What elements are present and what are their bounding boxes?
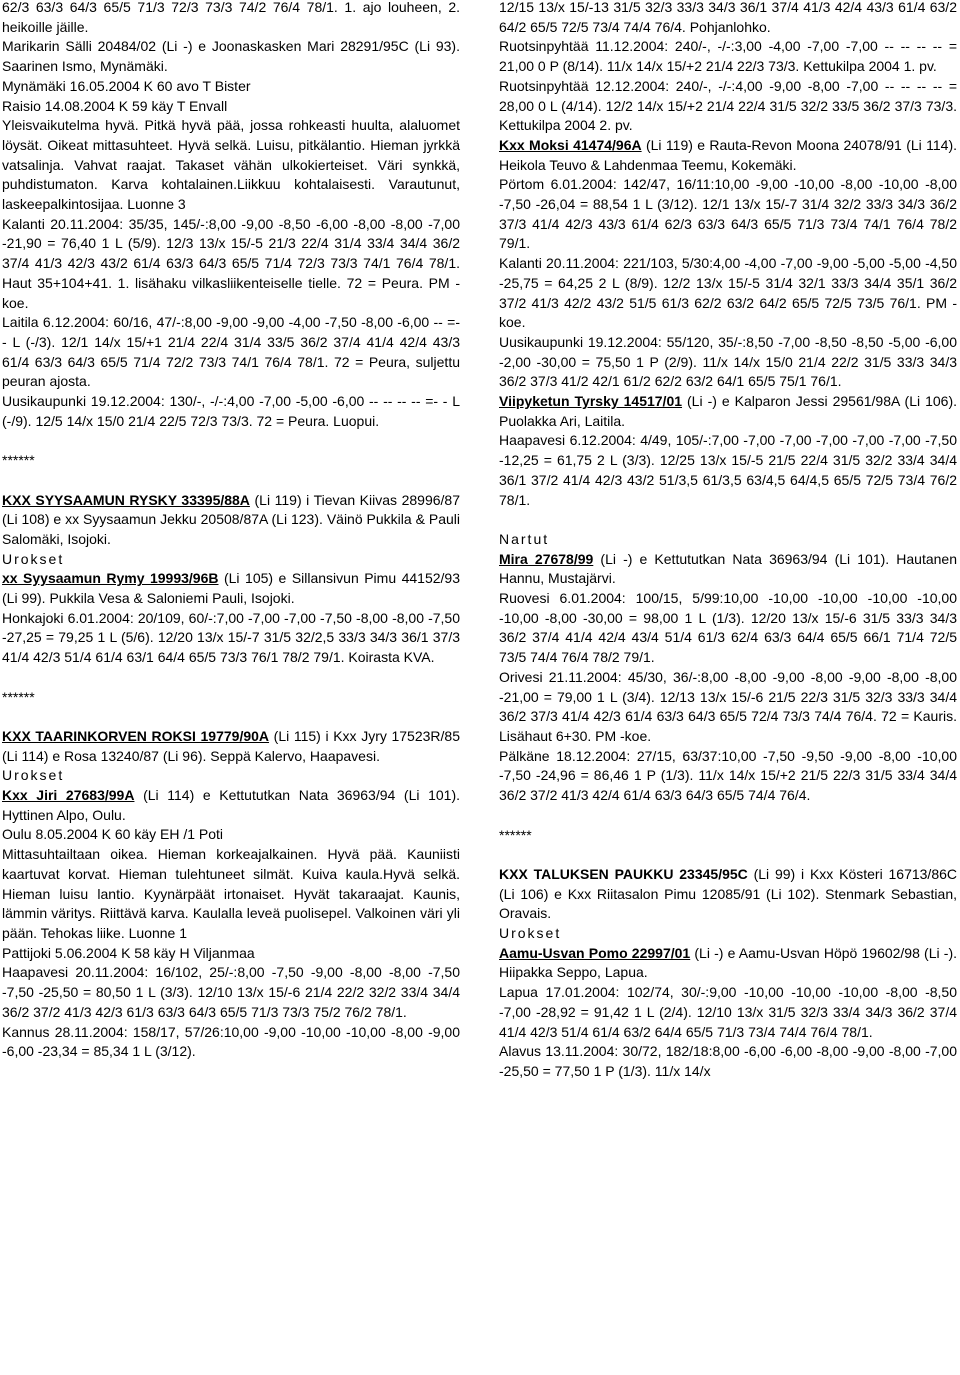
dog-name-registration: KXX TALUKSEN PAUKKU 23345/95C	[499, 865, 748, 882]
text-paragraph: Laitila 6.12.2004: 60/16, 47/-:8,00 -9,00 -9,00 -4,00 -7,50 -8,00 -6,00 -- =- - L (-/3). 12/1 14/x 15/+1 21/4 22/4 31/4 33/5 36/2 37/4 41/4 42/4 43/3 61/4 63/3 64/3 65/5 71/4 72/2 73/3 74/1 76/4 78/1. 72 = Peura, suljettu peuran ajosta.	[2, 314, 460, 390]
text-paragraph: Oulu 8.05.2004 K 60 käy EH /1 Poti	[2, 826, 224, 843]
text-paragraph: Kalanti 20.11.2004: 35/35, 145/-:8,00 -9,00 -8,50 -6,00 -8,00 -8,00 -7,00 -21,90 = 76,40 1 L (5/9). 12/3 13/x 15/-5 21/3 22/4 31/4 33/4 34/4 36/2 37/4 41/3 42/3 43/2 61/4 63/3 64/3 65/5 71/4 72/3 73/3 74/1 76/4 78/1. Haut 35+104+41. 1. lisähaku vilkasliikenteiselle tielle. 72 = Peura. PM - koe.	[2, 215, 460, 311]
paragraph-gap	[2, 707, 460, 727]
paragraph-text: (Li 119) i Tievan Kiivas 28996/87 (Li 108) e xx Syysaamun Jekku 20508/87A (Li 123). Väinö Pukkila & Pauli Salomäki, Isojoki.	[2, 491, 460, 547]
paragraph-text: (Li 105) e Sillansivun Pimu 44152/93 (Li 99). Pukkila Vesa & Saloniemi Pauli, Isojoki.	[2, 570, 460, 607]
paragraph-gap	[2, 668, 460, 688]
text-paragraph	[2, 569, 460, 608]
text-paragraph: Honkajoki 6.01.2004: 20/109, 60/-:7,00 -7,00 -7,00 -7,50 -8,00 -8,00 -7,50 -27,25 = 79,25 1 L (5/6). 12/20 13/x 15/-7 31/5 32/2,5 33/3 34/3 36/1 37/3 41/4 42/3 51/4 61/4 63/1 64/4 65/5 73/3 76/1 78/2 79/1. Koirasta KVA.	[2, 609, 460, 666]
text-paragraph: Raisio 14.08.2004 K 59 käy T Envall	[2, 97, 228, 114]
text-paragraph: Mynämäki 16.05.2004 K 60 avo T Bister	[2, 77, 251, 94]
paragraph-text: (Li -) e Aamu-Usvan Höpö 19602/98 (Li -). Hiipakka Seppo, Lapua.	[499, 944, 957, 981]
dog-name-registration: Viipyketun Tyrsky 14517/01	[499, 393, 683, 410]
text-paragraph	[499, 865, 957, 924]
dog-name-registration: Mira 27678/99	[499, 550, 594, 567]
text-paragraph: ******	[2, 452, 35, 469]
text-paragraph: Ruotsinpyhtää 12.12.2004: 240/-, -/-:4,00 -9,00 -8,00 -7,00 -- -- -- -- = 28,00 0 L (4/14). 12/2 14/x 15/+2 21/4 22/4 31/5 32/2 33/5 36/2 37/3 73/3. Kettukilpa 2004 2. pv.	[499, 77, 957, 134]
text-paragraph: Ruotsinpyhtää 11.12.2004: 240/-, -/-:3,00 -4,00 -7,00 -7,00 -- -- -- -- = 21,00 0 P (8/14). 11/x 14/x 15/+2 21/4 22/3 73/3. Kettukilpa 2004 1. pv.	[499, 38, 957, 75]
paragraph-text: (Li 114) e Kettututkan Nata 36963/94 (Li 101). Hyttinen Alpo, Oulu.	[2, 787, 460, 823]
paragraph-text: (Li -) e Kalparon Jessi 29561/98A (Li 106). Puolakka Ari, Laitila.	[499, 393, 957, 429]
paragraph-text: (Li -) e Joonaskasken Mari 28291/95C (Li 93). Saarinen Ismo, Mynämäki.	[2, 38, 460, 75]
text-paragraph: Haapavesi 6.12.2004: 4/49, 105/-:7,00 -7,00 -7,00 -7,00 -7,00 -7,00 -7,50 -12,25 = 61,75 2 L (3/3). 12/25 13/x 15/-5 21/5 22/4 31/5 32/2 33/4 34/4 36/1 37/2 41/4 42/3 43/2 51/3,5 61/3,5 63/4,5 64/4,5 65/5 72/5 73/4 76/2 78/1.	[499, 432, 957, 508]
paragraph-text: Marikarin Sälli 20484/02	[2, 38, 157, 55]
paragraph-text: (Li 115) i Kxx Jyry 17523R/85 (Li 114) e Rosa 13240/87 (Li 96). Seppä Kalervo, Haapavesi.	[2, 727, 460, 764]
paragraph-text: (Li 119) e Rauta-Revon Moona 24078/91 (Li 114). Heikola Teuvo & Lahdenmaa Teemu, Kokemäki.	[499, 136, 958, 173]
paragraph-text: (Li -) e Kettututkan Nata 36963/94 (Li 101). Hautanen Hannu, Mustajärvi.	[499, 550, 957, 587]
text-paragraph: ******	[499, 826, 532, 843]
text-paragraph	[2, 786, 460, 825]
paragraph-text: (Li 99) i Kxx Kösteri 16713/86C (Li 106) e Kxx Riitasalon Pimu 12085/91 (Li 102). Stenmark Sebastian, Oravais.	[499, 865, 957, 922]
text-paragraph: ******	[2, 688, 35, 705]
section-heading: Urokset	[2, 767, 65, 784]
section-heading: Nartut	[499, 530, 550, 547]
section-heading: Urokset	[499, 925, 562, 941]
text-paragraph: Kannus 28.11.2004: 158/17, 57/26:10,00 -9,00 -10,00 -10,00 -8,00 -9,00 -6,00 -23,34 = 85,34 1 L (3/12).	[2, 1023, 460, 1060]
text-paragraph: Kalanti 20.11.2004: 221/103, 5/30:4,00 -4,00 -7,00 -9,00 -5,00 -5,00 -4,50 -25,75 = 64,25 2 L (8/9). 12/2 13/x 15/-5 31/4 32/1 33/3 34/4 35/1 36/2 37/2 41/3 42/2 43/2 51/5 61/3 62/2 63/2 64/2 65/5 72/5 73/5 76/1. PM - koe.	[499, 255, 957, 331]
dog-name-registration: Kxx Jiri 27683/99A	[2, 787, 135, 804]
left-column	[2, 0, 460, 1062]
text-paragraph: Uusikaupunki 19.12.2004: 55/120, 35/-:8,50 -7,00 -8,50 -8,50 -5,00 -6,00 -2,00 -30,00 = 75,50 1 P (2/9). 11/x 14/x 15/0 21/4 22/2 31/5 33/3 34/3 36/2 37/3 41/2 42/1 61/2 62/2 63/2 64/1 65/5 75/1 76/1.	[499, 333, 957, 390]
text-paragraph	[499, 944, 957, 983]
paragraph-gap	[499, 845, 957, 865]
right-column	[499, 0, 957, 1082]
text-paragraph: Orivesi 21.11.2004: 45/30, 36/-:8,00 -8,00 -9,00 -8,00 -9,00 -8,00 -8,00 -21,00 = 79,00 1 L (3/4). 12/13 13/x 15/-6 21/5 22/3 31/5 32/3 33/3 34/4 36/2 37/3 41/4 42/3 61/4 63/3 64/3 65/5 72/4 73/3 74/4 76/4. 72 = Kauris. Lisähaut 6+30. PM -koe.	[499, 668, 957, 744]
dog-name-registration: KXX TAARINKORVEN ROKSI 19779/90A	[2, 727, 270, 744]
text-paragraph: Haapavesi 20.11.2004: 16/102, 25/-:8,00 -7,50 -9,00 -8,00 -8,00 -7,50 -7,50 -25,50 = 80,50 1 L (3/3). 12/10 13/x 15/-6 21/4 22/2 32/2 33/4 34/4 36/2 37/2 41/3 42/3 61/3 63/3 64/3 65/5 71/3 73/3 75/2 76/2 78/1.	[2, 964, 460, 1020]
paragraph-gap	[499, 510, 957, 530]
text-paragraph: Pattijoki 5.06.2004 K 58 käy H Viljanmaa	[2, 944, 255, 961]
dog-name-registration: Kxx Moksi 41474/96A	[499, 136, 642, 153]
section-heading: Urokset	[2, 550, 65, 567]
text-paragraph	[499, 392, 957, 431]
text-paragraph	[2, 491, 460, 550]
text-paragraph: 62/3 63/3 64/3 65/5 71/3 72/3 73/3 74/2 76/4 78/1. 1. ajo louheen, 2. heikoille jäille.	[2, 0, 460, 35]
text-paragraph: Uusikaupunki 19.12.2004: 130/-, -/-:4,00 -7,00 -5,00 -6,00 -- -- -- -- =- - L (-/9). 12/5 14/x 15/0 21/4 22/5 72/3 73/3. 72 = Peura. Luopui.	[2, 393, 460, 429]
text-paragraph: Pälkäne 18.12.2004: 27/15, 63/37:10,00 -7,50 -9,50 -9,00 -8,00 -10,00 -7,50 -24,96 = 86,46 1 P (1/3). 11/x 14/x 15/+2 21/5 22/3 31/5 33/4 34/4 36/2 37/2 41/3 42/4 61/4 63/3 64/3 65/5 74/4 76/4.	[499, 747, 957, 804]
text-paragraph: Yleisvaikutelma hyvä. Pitkä hyvä pää, jossa rohkeasti huulta, alaluomet löysät. Oikeat mittasuhteet. Hyvä selkä. Luisu, pitkälantio. Hieman jyrkkä vatsalinja. Vahvat raajat. Takaset vähän ulkokierteiset. Väri synkkä, puhdistumaton. Karva kohtalainen.Liikkuu kohtalaisesti. Varautunut, laskeepalkintosijaa. Luonne 3	[2, 117, 460, 213]
text-paragraph: Ruovesi 6.01.2004: 100/15, 5/99:10,00 -10,00 -10,00 -10,00 -10,00 -10,00 -8,00 -30,00 = 98,00 1 L (1/3). 12/20 13/x 15/-6 31/5 33/3 34/3 36/2 37/4 41/4 42/4 43/4 51/4 61/3 62/4 63/3 64/4 65/5 66/1 71/4 72/5 73/5 74/4 76/4 78/2 79/1.	[499, 590, 957, 666]
text-paragraph: Alavus 13.11.2004: 30/72, 182/18:8,00 -6,00 -6,00 -8,00 -9,00 -8,00 -7,00 -25,50 = 77,50 1 P (1/3). 11/x 14/x	[499, 1043, 957, 1079]
text-paragraph	[2, 727, 460, 766]
text-paragraph	[499, 136, 957, 175]
paragraph-gap	[2, 431, 460, 451]
text-paragraph	[2, 37, 460, 76]
paragraph-gap	[499, 806, 957, 826]
text-paragraph	[499, 550, 957, 589]
paragraph-gap	[2, 471, 460, 491]
text-paragraph: Pörtom 6.01.2004: 142/47, 16/11:10,00 -9,00 -10,00 -8,00 -10,00 -8,00 -7,50 -26,04 = 88,54 1 L (3/12). 12/1 13/x 15/-7 31/4 32/2 33/3 34/3 36/2 37/3 41/4 42/3 43/3 61/4 62/3 63/3 64/3 65/5 71/3 73/4 74/1 76/4 78/2 79/1.	[499, 176, 957, 252]
dog-name-registration: xx Syysaamun Rymy 19993/96B	[2, 570, 219, 587]
text-paragraph: Mittasuhtailtaan oikea. Hieman korkeajalkainen. Hyvä pää. Kauniisti kaartuvat korvat. Hieman tulehtuneet silmät. Kuiva kaula.Hyvä selkä. Hieman luisu lantio. Kyynärpäät irtonaiset. Hyvät takaraajat. Kaunis, lämmin väritys. Riittävä karva. Kaulalla leveä puolisepel. Valkoinen väri yli pään. Tehokas liike. Luonne 1	[2, 846, 460, 941]
text-paragraph: Lapua 17.01.2004: 102/74, 30/-:9,00 -10,00 -10,00 -10,00 -8,00 -8,50 -7,00 -28,92 = 91,42 1 L (2/4). 12/10 13/x 31/5 32/3 33/4 34/3 36/2 37/4 41/4 42/3 51/4 61/4 63/2 64/4 65/5 71/3 73/4 74/4 76/4 78/1.	[499, 984, 957, 1040]
dog-name-registration: Aamu-Usvan Pomo 22997/01	[499, 944, 691, 961]
text-paragraph: 12/15 13/x 15/-13 31/5 32/3 33/3 34/3 36/1 37/4 41/3 42/4 43/3 61/4 63/2 64/2 65/5 72/5 73/4 74/4 76/4. Pohjanlohko.	[499, 0, 957, 35]
dog-name-registration: KXX SYYSAAMUN RYSKY 33395/88A	[2, 491, 250, 508]
